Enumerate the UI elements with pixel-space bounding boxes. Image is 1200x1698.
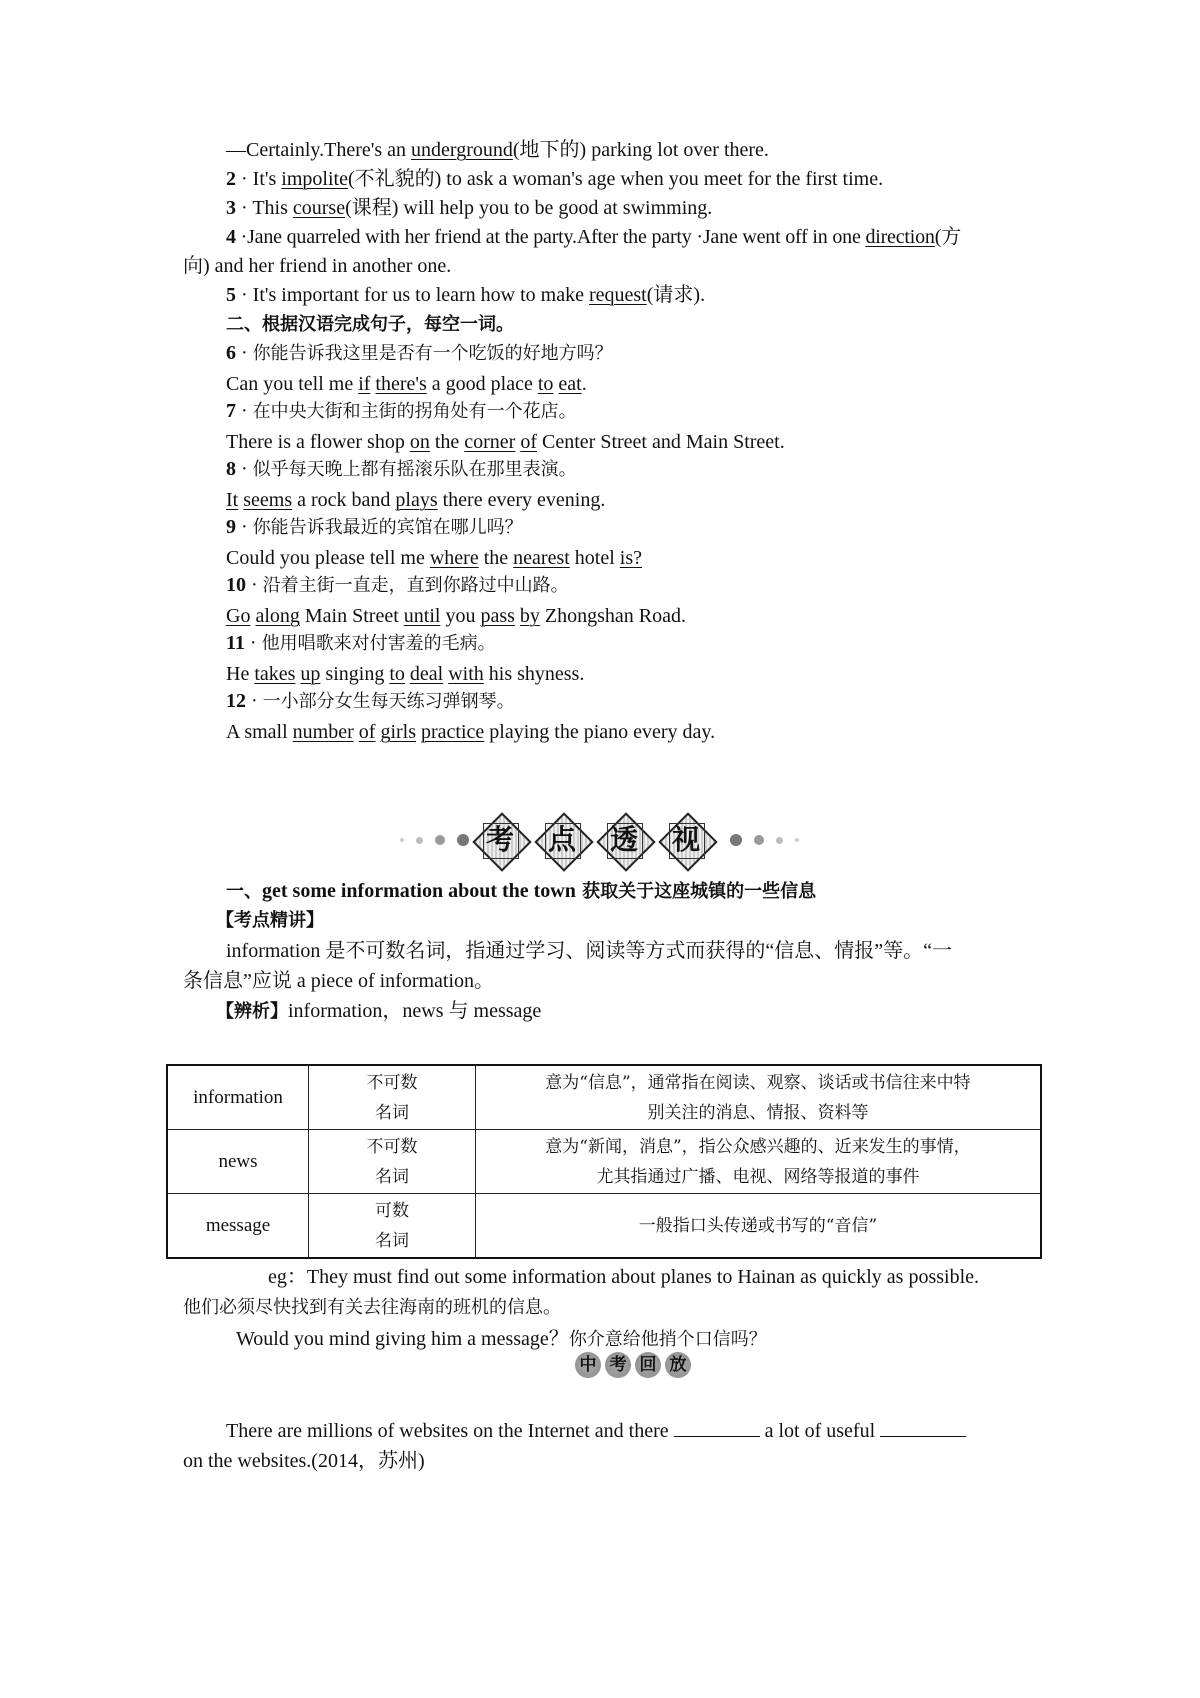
- answer-word: nearest: [513, 547, 570, 569]
- answer-word: corner: [464, 431, 516, 453]
- label-text: 【辨析】: [216, 1001, 288, 1022]
- chinese-prompt: 似乎每天晚上都有摇滚乐队在那里表演。: [252, 459, 577, 480]
- item-number: 7: [226, 400, 236, 422]
- type-line: 可数: [375, 1200, 409, 1221]
- answer-word: there's: [375, 373, 427, 395]
- dot-icon: [795, 838, 799, 842]
- answer-word: plays: [395, 489, 438, 511]
- separator: ·: [236, 458, 253, 480]
- text: Could you please tell me: [226, 547, 430, 569]
- answer-word: of: [520, 431, 538, 453]
- text: the: [478, 547, 514, 569]
- answer-word: of: [358, 721, 376, 743]
- exercise-item-10-cn: [226, 572, 569, 599]
- badge-char: 中: [575, 1352, 601, 1378]
- exercise-line-1a: [226, 137, 769, 163]
- answer-word: pass: [480, 605, 515, 627]
- dot-icon: [400, 838, 404, 842]
- dot-icon: [776, 837, 783, 844]
- dot-icon: [457, 834, 469, 846]
- text: singing: [320, 663, 390, 685]
- text: hotel: [569, 547, 620, 569]
- exercise-item-8-cn: [226, 456, 577, 483]
- separator: ·: [236, 342, 253, 364]
- answer-word: seems: [243, 489, 293, 511]
- answer-word: with: [448, 663, 484, 685]
- exercise-item-4: [226, 224, 961, 250]
- description-cell: [476, 1194, 1042, 1259]
- text: playing the piano every day.: [484, 721, 716, 743]
- dot-icon: [435, 835, 445, 845]
- text: It's important for us to learn how to make: [252, 284, 589, 306]
- exercise-item-12-en: [226, 719, 715, 745]
- answer-word: girls: [380, 721, 416, 743]
- item-number: 11: [226, 632, 245, 654]
- answer-word: to: [537, 373, 554, 395]
- exam-review-badge: [575, 1352, 691, 1378]
- type-cell: [309, 1194, 476, 1259]
- answer-word: impolite: [281, 168, 348, 190]
- text: there every evening.: [437, 489, 606, 511]
- exercise-item-8-en: [226, 487, 605, 513]
- text: .: [581, 373, 587, 395]
- item-number: 12: [226, 690, 246, 712]
- banner-diamond: [658, 812, 714, 868]
- title-prefix: 一、: [226, 881, 262, 902]
- type-cell: [309, 1130, 476, 1194]
- text: information，news 与 message: [288, 1000, 542, 1022]
- answer-word: course: [292, 197, 346, 219]
- exercise-item-6-en: [226, 371, 587, 397]
- separator: ·: [246, 574, 263, 596]
- description-cell: [476, 1065, 1042, 1130]
- separator: ·: [236, 197, 253, 219]
- answer-word: until: [403, 605, 441, 627]
- banner-diamond: [596, 812, 652, 868]
- dot-icon: [416, 837, 423, 844]
- example-2: [236, 1326, 767, 1353]
- answer-word: if: [358, 373, 371, 395]
- badge-char: 回: [635, 1352, 661, 1378]
- text: Would you mind giving him a message？: [236, 1328, 569, 1350]
- description-line: 一般指口头传递或书写的“音信”: [638, 1215, 878, 1236]
- separator: ·: [244, 632, 262, 654]
- exercise-item-10-en: [226, 603, 686, 629]
- banner-diamond: [534, 812, 590, 868]
- text: his shyness.: [483, 663, 585, 685]
- chinese-prompt: 一小部分女生每天练习弹钢琴。: [262, 691, 515, 712]
- text: This: [252, 197, 293, 219]
- word-cell: information: [167, 1065, 309, 1130]
- separator: ·: [235, 226, 248, 248]
- title-cn: 获取关于这座城镇的一些信息: [575, 881, 817, 902]
- answer-word: request: [588, 284, 647, 306]
- exercise-item-11-cn: [226, 630, 496, 657]
- exercise-item-11-en: [226, 661, 584, 687]
- compare-line: [216, 998, 541, 1025]
- answer-word: number: [292, 721, 354, 743]
- text: (方: [934, 226, 961, 248]
- text: you: [440, 605, 481, 627]
- exercise-item-4-cont: [183, 253, 451, 279]
- answer-word: direction: [865, 226, 935, 248]
- exercise-item-2: [226, 166, 883, 192]
- answer-word: practice: [421, 721, 485, 743]
- item-number: 3: [226, 197, 236, 219]
- banner-char: 视: [671, 823, 700, 856]
- text: 你介意给他捎个口信吗？: [568, 1329, 767, 1350]
- answer-word: on: [409, 431, 430, 453]
- answer-word: is?: [619, 547, 643, 569]
- text: A small: [226, 721, 293, 743]
- type-line: 不可数: [366, 1072, 418, 1093]
- text: —Certainly.There's an: [226, 139, 412, 161]
- text: (请求).: [646, 284, 706, 306]
- table-row: [167, 1194, 1041, 1259]
- example-1-en: [268, 1264, 979, 1290]
- description-line: 意为“信息”，通常指在阅读、观察、谈话或书信往来中特: [545, 1072, 971, 1093]
- item-number: 4: [226, 226, 236, 248]
- text: information 是不可数名词，指通过学习、阅读等方式而获得的“信息、情报”等。“一: [226, 940, 953, 962]
- text: the: [429, 431, 465, 453]
- exam-question-line-1: [226, 1418, 966, 1444]
- text: There are millions of websites on the Internet and there: [226, 1420, 674, 1442]
- exam-question-line-2: [183, 1448, 425, 1474]
- text: Jane quarreled with her friend at the party.After the party ·Jane went off in one: [247, 226, 866, 248]
- description-line: 意为“新闻，消息”，指公众感兴趣的、近来发生的事情，: [545, 1136, 971, 1157]
- answer-word: It: [226, 489, 239, 511]
- item-number: 2: [226, 168, 236, 190]
- chinese-prompt: 你能告诉我最近的宾馆在哪儿吗？: [252, 517, 523, 538]
- item-number: 8: [226, 458, 236, 480]
- exercise-item-9-cn: [226, 514, 523, 541]
- text: (不礼貌的) to ask a woman's age when you meet for the first time.: [347, 168, 884, 190]
- explain-line-2: [183, 968, 494, 994]
- text: a rock band: [292, 489, 396, 511]
- item-number: 10: [226, 574, 246, 596]
- type-line: 名词: [375, 1166, 409, 1187]
- text: a lot of useful: [759, 1420, 881, 1442]
- answer-word: Go: [226, 605, 251, 627]
- text: Center Street and Main Street.: [537, 431, 785, 453]
- answer-word: up: [300, 663, 321, 685]
- item-number: 5: [226, 284, 236, 306]
- explain-line-1: [226, 938, 952, 964]
- answer-word: along: [255, 605, 300, 627]
- exercise-item-12-cn: [226, 688, 515, 715]
- text: on the websites.(2014，苏州): [183, 1450, 425, 1472]
- word-cell: news: [167, 1130, 309, 1194]
- section-heading: 二、根据汉语完成句子，每空一词。: [226, 314, 514, 335]
- chinese-prompt: 沿着主街一直走，直到你路过中山路。: [262, 575, 569, 596]
- chinese-prompt: 在中央大街和主街的拐角处有一个花店。: [252, 401, 577, 422]
- type-line: 名词: [375, 1102, 409, 1123]
- type-cell: [309, 1065, 476, 1130]
- banner-dots-left: [400, 834, 469, 846]
- banner-char: 透: [609, 823, 638, 856]
- text: It's: [252, 168, 282, 190]
- text: They must find out some information about planes to Hainan as quickly as possible.: [306, 1266, 979, 1288]
- chinese-prompt: 他用唱歌来对付害羞的毛病。: [261, 633, 496, 654]
- example-1-cn: [183, 1294, 561, 1321]
- separator: ·: [236, 284, 253, 306]
- text: Can you tell me: [226, 373, 359, 395]
- separator: ·: [236, 516, 253, 538]
- table-row: [167, 1130, 1041, 1194]
- exercise-item-6-cn: [226, 340, 613, 367]
- text: There is a flower shop: [226, 431, 410, 453]
- separator: ·: [246, 690, 263, 712]
- badge-char: 考: [605, 1352, 631, 1378]
- exercise-item-7-cn: [226, 398, 577, 425]
- text: Zhongshan Road.: [539, 605, 686, 627]
- text: 向) and her friend in another one.: [183, 255, 452, 277]
- answer-word: deal: [409, 663, 444, 685]
- label-text: 【考点精讲】: [216, 910, 324, 931]
- banner-char: 考: [485, 823, 514, 856]
- answer-word: to: [389, 663, 405, 685]
- exercise-item-3: [226, 195, 712, 221]
- exercise-item-9-en: [226, 545, 642, 571]
- item-number: 9: [226, 516, 236, 538]
- point-1-title: [226, 878, 816, 905]
- type-line: 不可数: [366, 1136, 418, 1157]
- dot-icon: [730, 834, 742, 846]
- answer-word: underground: [411, 139, 513, 161]
- answer-word: where: [429, 547, 479, 569]
- type-line: 名词: [375, 1230, 409, 1251]
- eg-label: eg：: [268, 1266, 307, 1288]
- label-explain: [216, 907, 324, 934]
- answer-word: eat: [558, 373, 582, 395]
- table-row: [167, 1065, 1041, 1130]
- separator: ·: [236, 400, 253, 422]
- item-number: 6: [226, 342, 236, 364]
- banner-diamond: [472, 812, 528, 868]
- text: 他们必须尽快找到有关去往海南的班机的信息。: [183, 1297, 561, 1318]
- section-2-title: [226, 311, 514, 338]
- answer-word: takes: [254, 663, 296, 685]
- section-banner: [400, 812, 840, 868]
- description-line: 别关注的消息、情报、资料等: [647, 1102, 869, 1123]
- description-cell: [476, 1130, 1042, 1194]
- comparison-table: [166, 1064, 1042, 1259]
- text: (课程) will help you to be good at swimming.: [345, 197, 713, 219]
- chinese-prompt: 你能告诉我这里是否有一个吃饭的好地方吗？: [252, 343, 613, 364]
- text: (地下的) parking lot over there.: [512, 139, 769, 161]
- banner-dots-right: [730, 834, 799, 846]
- exercise-item-5: [226, 282, 705, 308]
- text: 条信息”应说 a piece of information。: [183, 970, 495, 992]
- separator: ·: [236, 168, 253, 190]
- answer-word: by: [519, 605, 540, 627]
- text: a good place: [426, 373, 538, 395]
- blank-2[interactable]: [880, 1418, 966, 1437]
- blank-1[interactable]: [674, 1418, 760, 1437]
- text: Main Street: [299, 605, 404, 627]
- banner-char: 点: [547, 823, 576, 856]
- exercise-item-7-en: [226, 429, 785, 455]
- text: He: [226, 663, 255, 685]
- badge-char: 放: [665, 1352, 691, 1378]
- word-cell: message: [167, 1194, 309, 1259]
- title-en: get some information about the town: [262, 880, 576, 902]
- dot-icon: [754, 835, 764, 845]
- description-line: 尤其指通过广播、电视、网络等报道的事件: [596, 1166, 920, 1187]
